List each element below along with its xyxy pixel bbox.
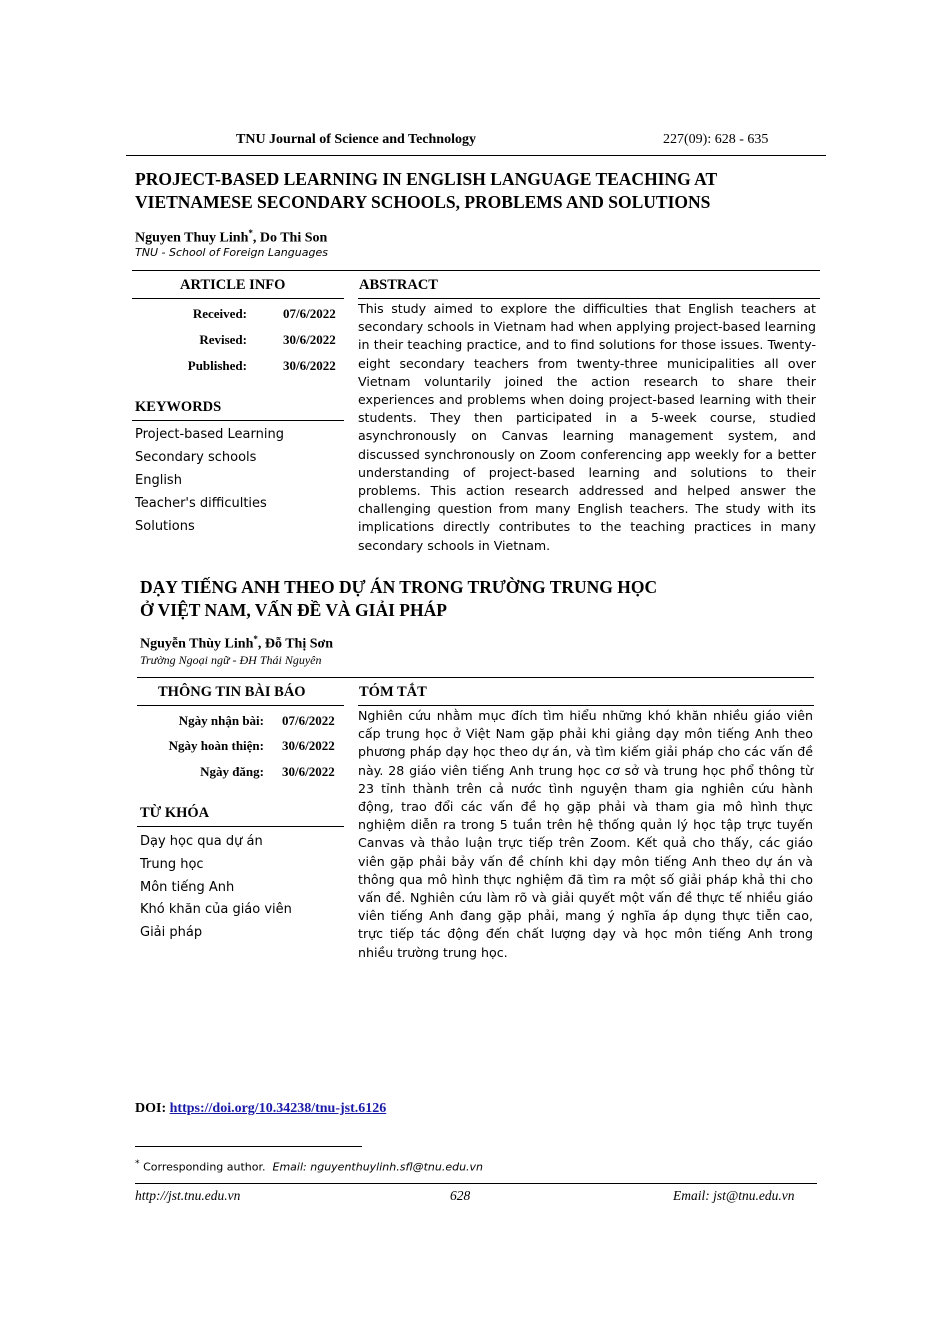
author-1: Nguyễn Thùy Linh (140, 636, 254, 652)
vietnamese-authors (140, 634, 333, 653)
received-label-vi: Ngày nhận bài: (178, 713, 264, 728)
keyword-item: Teacher's difficulties (135, 496, 267, 511)
journal-name: TNU Journal of Science and Technology (236, 132, 476, 147)
english-title-line-2: VIETNAMESE SECONDARY SCHOOLS, PROBLEMS AND SOLUTIONS (135, 192, 711, 212)
corresponding-mark: * (253, 634, 258, 644)
keyword-item: Secondary schools (135, 450, 257, 465)
english-abstract-text: This study aimed to explore the difficulties that English teachers at secondary schools in Vietnam had when applying project-based learning in their teaching practice, and to find solutions for those issues. Twenty-eight secondary teachers from twenty-three municipalities all over Vietnam voluntarily joined the action research to share their experiences and problems when doing project-based learning with their students. They then participated in a 5-week course, studied asynchronously on Canvas learning management system, and discussed synchronously on Zoom conferencing app weekly for a better understanding of project-based learning and solutions to their problems. This action research addressed and helped answer the challenging question from many English teachers. The study with its implications directly contributes to the teaching practices in many secondary schools in Vietnam. (358, 301, 816, 553)
received-label: Received: (192, 306, 247, 321)
keywords-heading: KEYWORDS (135, 399, 222, 415)
keywords-rule-vi (137, 826, 344, 827)
english-authors (135, 228, 327, 247)
published-label: Published: (187, 358, 247, 373)
vietnamese-affiliation: Trường Ngoại ngữ - ĐH Thái Nguyên (140, 653, 322, 667)
revised-label-vi: Ngày hoàn thiện: (168, 738, 264, 753)
footer-divider (135, 1183, 817, 1184)
corresponding-mark: * (248, 228, 253, 238)
received-date: 07/6/2022 (283, 306, 336, 321)
vietnamese-title-line-2: Ở VIỆT NAM, VẤN ĐỀ VÀ GIẢI PHÁP (140, 600, 447, 620)
author-2: , Đỗ Thị Sơn (257, 636, 334, 652)
vietnamese-title-line-1: DẠY TIẾNG ANH THEO DỰ ÁN TRONG TRƯỜNG TRUNG HỌC (140, 577, 658, 597)
english-title (135, 168, 825, 214)
keyword-item: Trung học (140, 857, 204, 872)
footnote (135, 1158, 483, 1174)
footnote-text: Corresponding author. (143, 1160, 266, 1174)
published-label-vi: Ngày đăng: (200, 764, 264, 779)
keyword-item: Môn tiếng Anh (140, 880, 235, 895)
article-info-heading-vi: THÔNG TIN BÀI BÁO (158, 684, 306, 700)
vietnamese-abstract-text: Nghiên cứu nhằm mục đích tìm hiểu những khó khăn nhiều giáo viên cấp trung học ở Việt Nam gặp phải khi giảng dạy môn tiếng Anh theo phương pháp dạy học theo dự án, và tìm kiếm giải pháp cho các vấn đề này. 28 giáo viên tiếng Anh trung học cơ sở và trung học phổ thông từ 23 tỉnh thành trên cả nước tình nguyện tham gia nghiên cứu hành động, trao đổi các vấn đề họ gặp phải và tham gia mô hình thực nghiệm diễn ra trong 5 tuần trên hệ thống quản lý học tập trực tuyến Canvas và thảo luận trực tiếp trên Zoom. Kết quả cho thấy, các giáo viên gặp phải bảy vấn đề chính khi dạy môn tiếng Anh theo dự án và thông qua mô hình thực nghiệm đã tìm ra một số giải pháp khả thi cho vấn đề. Nghiên cứu làm rõ và giải quyết một vấn đề thực tế nhiều giáo viên tiếng Anh đang gặp phải, mang ý nghĩa áp dụng thực tiễn cao, trực tiếp tác động đến chất lượng dạy và học môn tiếng Anh trong nhiều trường trung học. (358, 708, 813, 960)
keywords-rule (132, 420, 344, 421)
header-divider (126, 155, 826, 156)
footer-website[interactable]: http://jst.tnu.edu.vn (135, 1188, 241, 1203)
received-date-vi: 07/6/2022 (282, 713, 335, 728)
published-date: 30/6/2022 (283, 358, 336, 373)
doi-line (135, 1101, 386, 1117)
keyword-item: Khó khăn của giáo viên (140, 902, 292, 917)
english-title-line-1: PROJECT-BASED LEARNING IN ENGLISH LANGUAGE TEACHING AT (135, 169, 718, 189)
english-affiliation: TNU - School of Foreign Languages (135, 246, 328, 259)
english-info-top-rule (132, 270, 820, 271)
footnote-divider (135, 1146, 362, 1147)
author-2: , Do Thi Son (252, 230, 328, 246)
article-info-rule-vi (137, 705, 344, 706)
revised-date: 30/6/2022 (283, 332, 336, 347)
article-info-heading: ARTICLE INFO (180, 277, 286, 293)
abstract-rule (358, 298, 820, 299)
revised-date-vi: 30/6/2022 (282, 738, 335, 753)
keyword-item: Project-based Learning (135, 427, 284, 442)
vietnamese-info-top-rule (137, 677, 814, 678)
footer-email[interactable]: Email: jst@tnu.edu.vn (673, 1188, 795, 1203)
abstract-rule-vi (358, 705, 814, 706)
doi-label: DOI: (135, 1101, 170, 1116)
footnote-email: Email: nguyenthuylinh.sfl@tnu.edu.vn (272, 1160, 484, 1174)
keyword-item: Dạy học qua dự án (140, 834, 263, 849)
abstract-heading: ABSTRACT (359, 277, 438, 293)
author-1: Nguyen Thuy Linh (135, 230, 249, 246)
doi-link[interactable]: https://doi.org/10.34238/tnu-jst.6126 (169, 1101, 387, 1116)
abstract-heading-vi: TÓM TẮT (359, 684, 427, 700)
footer-page-number: 628 (450, 1188, 471, 1203)
revised-label: Revised: (199, 332, 247, 347)
footnote-mark: * (135, 1158, 140, 1169)
keyword-item: English (135, 473, 182, 488)
vietnamese-title (140, 576, 830, 622)
journal-issue: 227(09): 628 - 635 (663, 132, 769, 147)
published-date-vi: 30/6/2022 (282, 764, 335, 779)
keyword-item: Solutions (135, 519, 195, 534)
keywords-heading-vi: TỪ KHÓA (140, 805, 210, 821)
article-info-rule (132, 298, 344, 299)
keyword-item: Giải pháp (140, 925, 203, 940)
